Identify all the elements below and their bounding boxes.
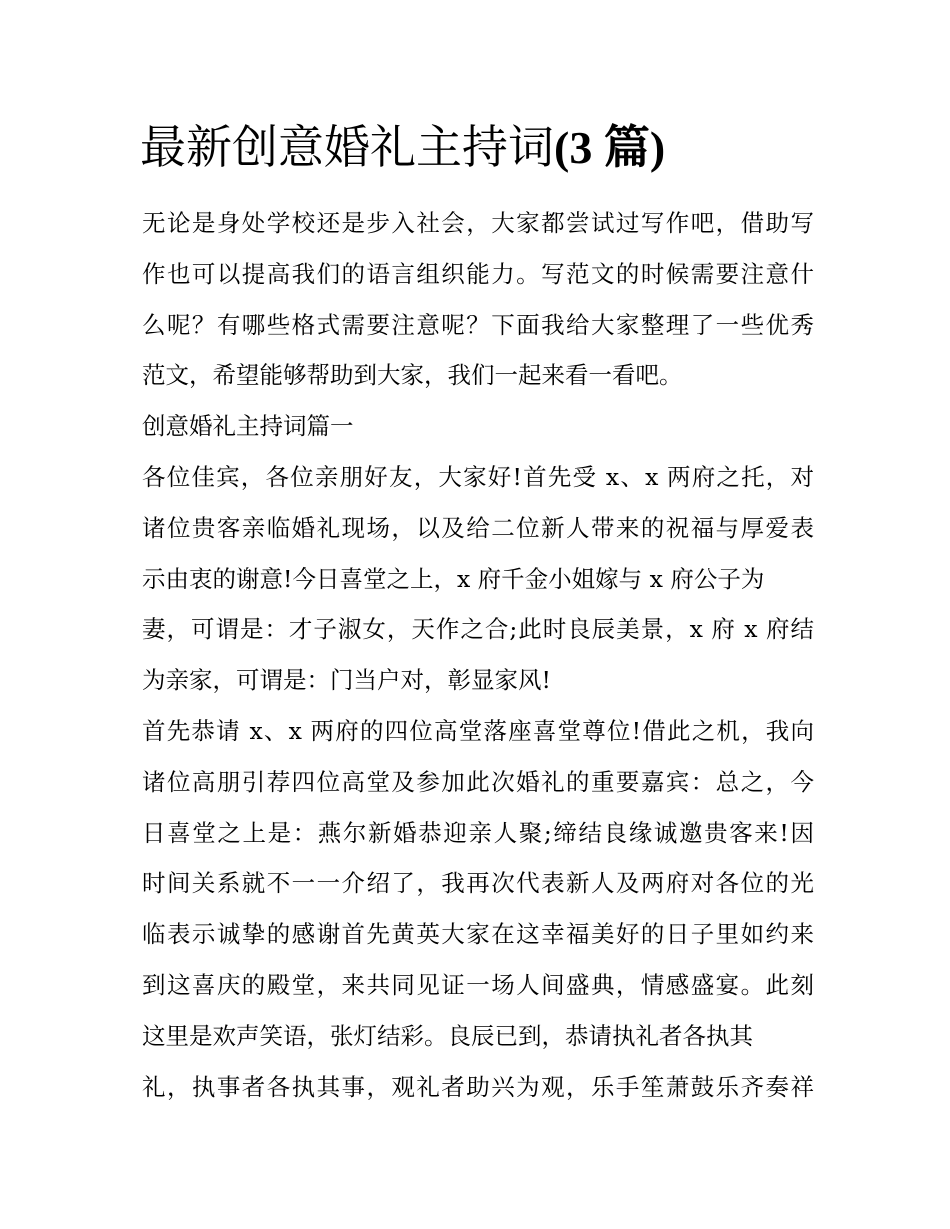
body-line: 无论是身处学校还是步入社会，大家都尝试过写作吧，借助写 bbox=[142, 209, 814, 237]
body-line: 么呢？有哪些格式需要注意呢？下面我给大家整理了一些优秀 bbox=[142, 310, 814, 339]
body-line: 诸位贵客亲临婚礼现场，以及给二位新人带来的祝福与厚爱表 bbox=[142, 513, 814, 542]
title-main: 最新创意婚礼主持词 bbox=[140, 120, 554, 174]
body-line: 临表示诚挚的感谢首先黄英大家在这幸福美好的日子里如约来 bbox=[142, 920, 814, 949]
body-line: 作也可以提高我们的语言组织能力。写范文的时候需要注意什 bbox=[142, 259, 814, 288]
document-body bbox=[142, 198, 814, 1112]
body-line: 礼，执事者各执其事，观礼者助兴为观，乐手笙萧鼓乐齐奏祥 bbox=[142, 1072, 814, 1101]
body-line: 妻，可谓是：才子淑女，天作之合;此时良辰美景，x 府 x 府结 bbox=[142, 615, 814, 644]
body-line: 诸位高朋引荐四位高堂及参加此次婚礼的重要嘉宾：总之，今 bbox=[142, 767, 814, 796]
body-line: 创意婚礼主持词篇一 bbox=[142, 412, 354, 441]
body-line: 范文，希望能够帮助到大家，我们一起来看一看吧。 bbox=[142, 361, 683, 390]
document-title bbox=[140, 116, 840, 179]
body-line: 为亲家，可谓是：门当户对，彰显家风! bbox=[142, 666, 551, 695]
body-line: 到这喜庆的殿堂，来共同见证一场人间盛典，情感盛宴。此刻 bbox=[142, 970, 814, 999]
body-line: 这里是欢声笑语，张灯结彩。良辰已到，恭请执礼者各执其 bbox=[142, 1021, 753, 1050]
body-line: 时间关系就不一一介绍了，我再次代表新人及两府对各位的光 bbox=[142, 869, 814, 898]
body-line: 示由衷的谢意!今日喜堂之上，x 府千金小姐嫁与 x 府公子为 bbox=[142, 564, 765, 593]
title-suffix: (3 篇) bbox=[554, 122, 666, 173]
body-line: 首先恭请 x、x 两府的四位高堂落座喜堂尊位!借此之机，我向 bbox=[142, 716, 814, 745]
body-line: 各位佳宾，各位亲朋好友，大家好!首先受 x、x 两府之托，对 bbox=[142, 462, 814, 491]
body-line: 日喜堂之上是：燕尔新婚恭迎亲人聚;缔结良缘诚邀贵客来!因 bbox=[142, 818, 814, 847]
